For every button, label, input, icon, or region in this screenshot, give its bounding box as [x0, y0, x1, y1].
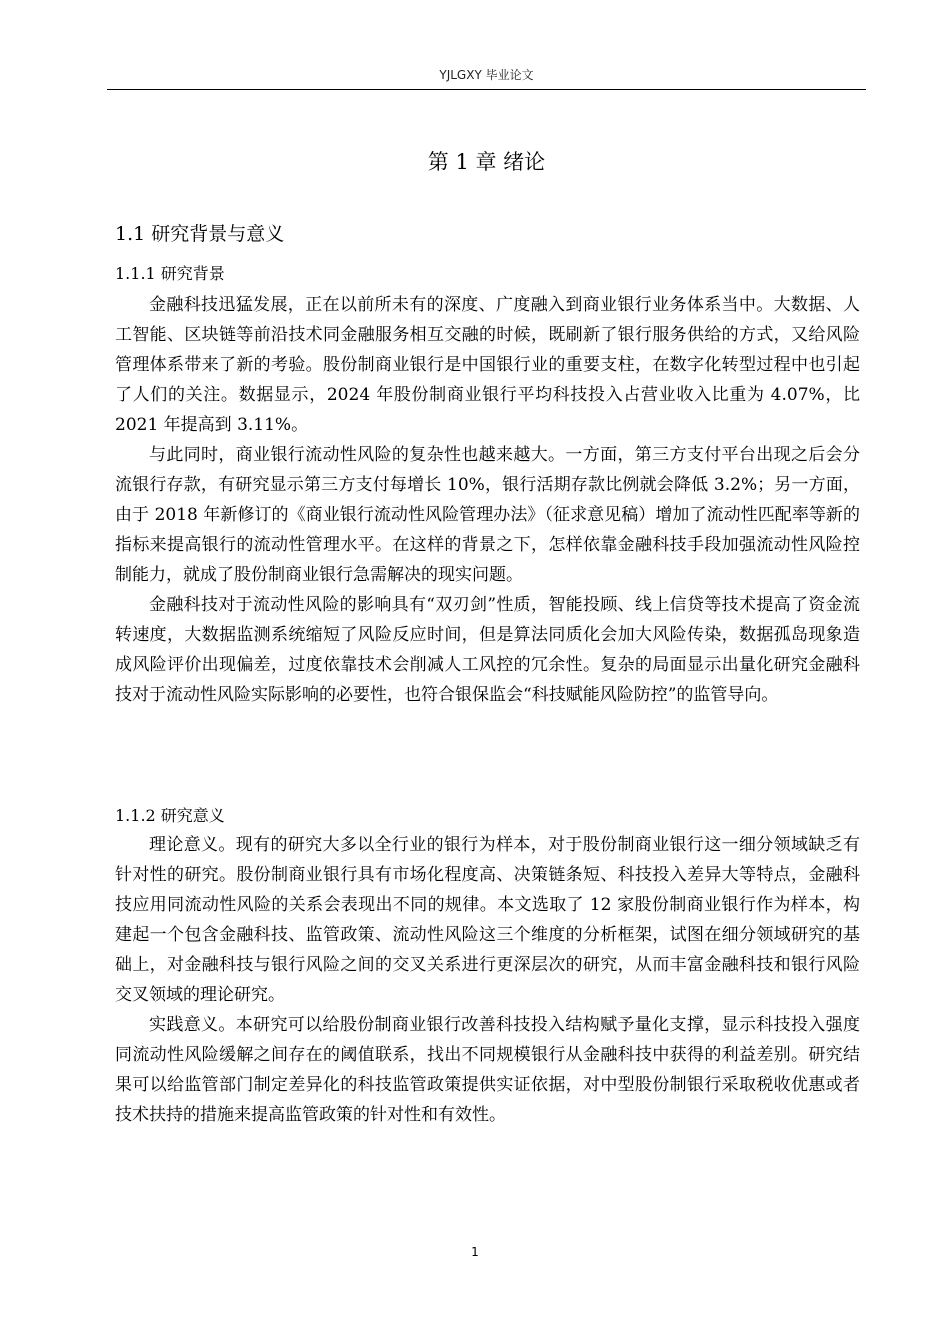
paragraph: 与此同时，商业银行流动性风险的复杂性也越来越大。一方面，第三方支付平台出现之后会分流银行存款，有研究显示第三方支付每增长 10%，银行活期存款比例就会降低 3.2%；另一方面，由于 2018 年新修订的《商业银行流动性风险管理办法》（征求意见稿）增加了流动性匹配率等新的指标来提高银行的流动性管理水平。在这样的背景之下，怎样依靠金融科技手段加强流动性风险控制能力，就成了股份制商业银行急需解决的现实问题。 [115, 445, 860, 585]
section-heading: 1.1 研究背景与意义 [115, 223, 285, 245]
chapter-title: 第 1 章 绪论 [427, 150, 546, 174]
running-header: YJLGXY 毕业论文 [439, 68, 534, 82]
subsection-heading-significance: 1.1.2 研究意义 [115, 806, 225, 825]
subsection-heading-background: 1.1.1 研究背景 [115, 264, 225, 283]
header-divider [107, 89, 866, 90]
subsection-body-background [115, 290, 860, 710]
subsection-body-significance [115, 830, 860, 1130]
paragraph: 实践意义。本研究可以给股份制商业银行改善科技投入结构赋予量化支撑，显示科技投入强度同流动性风险缓解之间存在的阈值联系，找出不同规模银行从金融科技中获得的利益差别。研究结果可以给监管部门制定差异化的科技监管政策提供实证依据，对中型股份制银行采取税收优惠或者技术扶持的措施来提高监管政策的针对性和有效性。 [115, 1015, 860, 1125]
paragraph: 理论意义。现有的研究大多以全行业的银行为样本，对于股份制商业银行这一细分领域缺乏有针对性的研究。股份制商业银行具有市场化程度高、决策链条短、科技投入差异大等特点，金融科技应用同流动性风险的关系会表现出不同的规律。本文选取了 12 家股份制商业银行作为样本，构建起一个包含金融科技、监管政策、流动性风险这三个维度的分析框架，试图在细分领域研究的基础上，对金融科技与银行风险之间的交叉关系进行更深层次的研究，从而丰富金融科技和银行风险交叉领域的理论研究。 [115, 835, 860, 1005]
paragraph: 金融科技对于流动性风险的影响具有“双刃剑”性质，智能投顾、线上信贷等技术提高了资金流转速度，大数据监测系统缩短了风险反应时间，但是算法同质化会加大风险传染，数据孤岛现象造成风险评价出现偏差，过度依靠技术会削减人工风控的冗余性。复杂的局面显示出量化研究金融科技对于流动性风险实际影响的必要性，也符合银保监会“科技赋能风险防控”的监管导向。 [115, 595, 860, 705]
page-number: 1 [471, 1245, 479, 1259]
paragraph: 金融科技迅猛发展，正在以前所未有的深度、广度融入到商业银行业务体系当中。大数据、人工智能、区块链等前沿技术同金融服务相互交融的时候，既刷新了银行服务供给的方式，又给风险管理体系带来了新的考验。股份制商业银行是中国银行业的重要支柱，在数字化转型过程中也引起了人们的关注。数据显示，2024 年股份制商业银行平均科技投入占营业收入比重为 4.07%，比 2021 年提高到 3.11%。 [115, 295, 860, 435]
